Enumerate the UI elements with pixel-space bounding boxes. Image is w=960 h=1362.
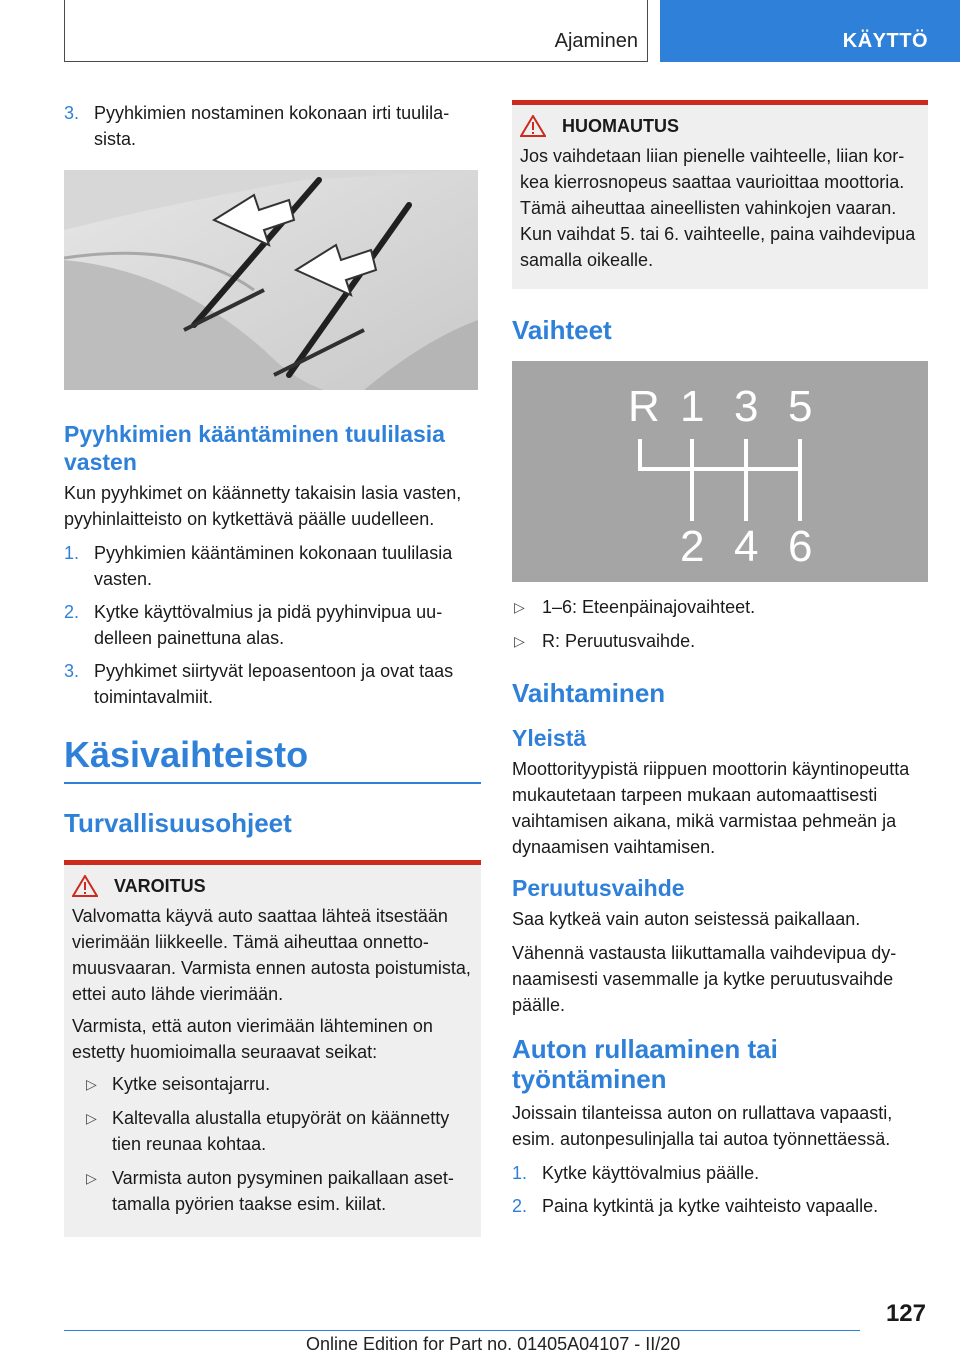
footer-divider xyxy=(64,1330,860,1331)
step-number: 2. xyxy=(512,1196,528,1216)
notice-header xyxy=(520,115,920,137)
warning-text-2: Varmista, että auton vierimään lähteminen on estetty huomioimalla seuraavat seikat: xyxy=(72,1016,433,1062)
notice-label: HUOMAUTUS xyxy=(562,115,679,136)
list-item xyxy=(512,1160,928,1186)
list-item xyxy=(72,1105,473,1157)
list-item xyxy=(512,628,928,654)
list-item xyxy=(64,100,481,152)
reverse-text-1: Saa kytkeä vain auton seistessä paikallaan. xyxy=(512,909,861,929)
list-item xyxy=(512,594,928,620)
shifting-title: Vaihtaminen xyxy=(512,678,666,708)
notice-box xyxy=(512,100,928,289)
gear-label-5: 5 xyxy=(788,382,813,431)
general-title: Yleistä xyxy=(512,725,587,751)
list-item xyxy=(64,599,481,651)
rolling-step-list xyxy=(512,1160,928,1219)
bullet-triangle-icon: ▷ xyxy=(86,1110,97,1126)
wipers-step-list xyxy=(64,540,481,710)
gear-label-3: 3 xyxy=(734,382,759,431)
bullet-triangle-icon: ▷ xyxy=(86,1170,97,1186)
step-number: 3. xyxy=(64,103,80,123)
header-tab-label: KÄYTTÖ xyxy=(842,30,928,52)
notice-text: Jos vaihdetaan liian pienelle vaihteelle, liian korkea kierrosnopeus saattaa vaurioittaa moottoria. Tämä aiheuttaa aineellisten vahinkojen vaaran. Kun vaihdat 5. tai 6. vaihteelle, paina vaihdevipua samalla oikealle. xyxy=(520,146,916,270)
warning-triangle-icon xyxy=(520,115,546,137)
bullet-text: Varmista auton pysyminen paikallaan asettamalla pyörien taakse esim. kiilat. xyxy=(112,1168,454,1214)
warning-label: VAROITUS xyxy=(114,875,206,896)
step-list-continued xyxy=(64,100,481,152)
step-text: Pyyhkimien kääntäminen kokonaan tuulilasia vasten. xyxy=(94,543,453,589)
step-number: 1. xyxy=(64,543,80,563)
bullet-triangle-icon: ▷ xyxy=(514,599,525,615)
wipers-raised-image xyxy=(64,170,478,390)
left-column xyxy=(64,100,481,1214)
bullet-text: 1–6: Eteenpäinajovaihteet. xyxy=(542,597,756,617)
step-number: 3. xyxy=(64,661,80,681)
reverse-text-2: Vähennä vastausta liikuttamalla vaihdevipua dynaamisesti vasemmalle ja kytke peruutusvaihde päälle. xyxy=(512,943,897,1015)
warning-bullet-list xyxy=(72,1071,473,1217)
step-text: Pyyhkimet siirtyvät lepoasentoon ja ovat taas toimintavalmiit. xyxy=(94,661,454,707)
header-section-title: Ajaminen xyxy=(554,30,638,52)
bullet-text: R: Peruutusvaihde. xyxy=(542,631,696,651)
step-number: 2. xyxy=(64,602,80,622)
rolling-title: Auton rullaaminen tai työntäminen xyxy=(512,1034,778,1094)
list-item xyxy=(64,658,481,710)
step-number: 1. xyxy=(512,1163,528,1183)
step-text: Pyyhkimien nostaminen kokonaan irti tuulilasista. xyxy=(94,103,450,149)
bullet-triangle-icon: ▷ xyxy=(86,1076,97,1092)
gear-pattern-diagram xyxy=(512,361,928,582)
warning-triangle-icon xyxy=(72,875,98,897)
step-text: Paina kytkintä ja kytke vaihteisto vapaalle. xyxy=(542,1196,879,1216)
step-text: Kytke käyttövalmius päälle. xyxy=(542,1163,760,1183)
gear-label-6: 6 xyxy=(788,522,813,571)
bullet-triangle-icon: ▷ xyxy=(514,633,525,649)
page-number: 127 xyxy=(885,1300,926,1327)
rolling-intro: Joissain tilanteissa auton on rullattava vapaasti, esim. autonpesulinjalla tai autoa työnnettäessä. xyxy=(512,1103,893,1149)
bullet-text: Kytke seisontajarru. xyxy=(112,1074,271,1094)
bullet-text: Kaltevalla alustalla etupyörät on käännetty tien reunaa kohtaa. xyxy=(112,1108,450,1154)
reverse-title: Peruutusvaihde xyxy=(512,875,685,901)
step-text: Kytke käyttövalmius ja pidä pyyhinvipua uudelleen painettuna alas. xyxy=(94,602,443,648)
warning-text-1: Valvomatta käyvä auto saattaa lähteä itsestään vierimään liikkeelle. Tämä aiheuttaa onnettomuusvaaran. Varmista ennen autosta poistumista, ettei auto lähde vierimään. xyxy=(72,906,471,1004)
right-column xyxy=(512,100,928,1226)
list-item xyxy=(72,1165,473,1217)
gear-label-4: 4 xyxy=(734,522,759,571)
list-item xyxy=(64,540,481,592)
gear-bullet-list xyxy=(512,594,928,654)
footer-edition: Online Edition for Part no. 01405A04107 - II/20 xyxy=(306,1334,681,1354)
gear-label-2: 2 xyxy=(680,522,705,571)
subsection-title-wipers: Pyyhkimien kääntäminen tuulilasia vasten xyxy=(64,421,445,475)
warning-box xyxy=(64,860,481,1237)
gears-title: Vaihteet xyxy=(512,315,612,345)
header-tab xyxy=(660,0,960,62)
wipers-intro: Kun pyyhkimet on käännetty takaisin lasia vasten, pyyhinlaitteisto on kytkettävä päälle uudelleen. xyxy=(64,483,462,529)
list-item xyxy=(72,1071,473,1097)
safety-title: Turvallisuusohjeet xyxy=(64,808,292,838)
gear-label-r: R xyxy=(628,382,660,431)
warning-header xyxy=(72,875,473,897)
chapter-title: Käsivaihteisto xyxy=(64,734,309,775)
list-item xyxy=(512,1193,928,1219)
general-text: Moottorityypistä riippuen moottorin käyntinopeutta mukautetaan tarpeen mukaan automaattisesti vaihtamisen aikana, mikä varmistaa pehmeän ja dynaamisen vaihtamisen. xyxy=(512,759,910,857)
gear-label-1: 1 xyxy=(680,382,705,431)
